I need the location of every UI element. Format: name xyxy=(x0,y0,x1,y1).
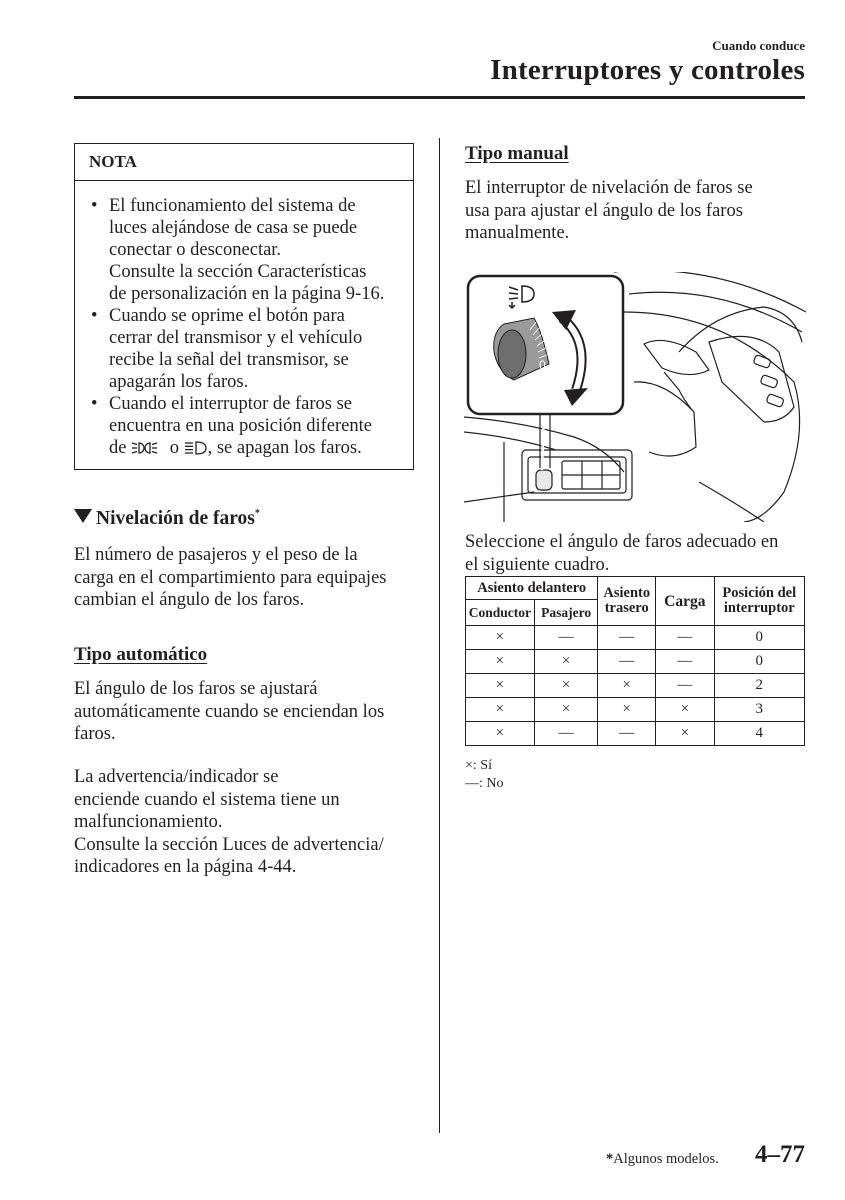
note-line: encuentra en una posición diferente xyxy=(109,416,372,436)
parking-lights-icon xyxy=(131,440,165,456)
note-box xyxy=(74,143,414,470)
text-line: manualmente. xyxy=(465,223,570,243)
header-rear-seat: Asiento trasero xyxy=(598,577,656,626)
svg-text:0: 0 xyxy=(539,358,546,372)
table-row: × × × × 3 xyxy=(466,698,805,722)
text-line: el siguiente cuadro. xyxy=(465,554,610,575)
header-rule xyxy=(74,96,805,99)
note-item xyxy=(91,393,413,459)
auto-type-heading: Tipo automático xyxy=(74,644,208,665)
triangle-marker-icon xyxy=(74,509,92,523)
note-item xyxy=(91,305,413,393)
text-line: Consulte la sección Luces de advertencia/ xyxy=(74,834,384,855)
bullet: • xyxy=(91,394,98,414)
note-line xyxy=(109,437,413,459)
table-row: × × × — 2 xyxy=(466,674,805,698)
bullet: • xyxy=(91,306,98,326)
note-line: El funcionamiento del sistema de xyxy=(109,196,356,216)
text-line: Seleccione el ángulo de faros adecuado en xyxy=(465,532,779,552)
page-title: Interruptores y controles xyxy=(490,54,805,86)
legend-no: —: No xyxy=(465,776,504,791)
model-asterisk: * xyxy=(254,508,260,519)
note-text: , se apagan los faros. xyxy=(207,438,362,458)
note-text: de xyxy=(109,438,132,458)
headlight-icon xyxy=(184,440,208,456)
text-line: El ángulo de los faros se ajustará xyxy=(74,679,318,699)
leveling-intro xyxy=(74,544,386,612)
note-line: conectar o desconectar. xyxy=(109,240,282,260)
note-line: Consulte la sección Características xyxy=(109,262,367,282)
note-line: recibe la señal del transmisor, se xyxy=(109,350,349,370)
table-row: × × — — 0 xyxy=(466,650,805,674)
manual-type-paragraph xyxy=(465,177,753,245)
text-line: automáticamente cuando se enciendan los xyxy=(74,701,385,722)
text-line: cambian el ángulo de los faros. xyxy=(74,590,305,610)
note-line: de personalización en la página 9-16. xyxy=(109,284,385,304)
header-load: Carga xyxy=(656,577,714,626)
select-angle-paragraph xyxy=(465,531,778,576)
text-line: carga en el compartimiento para equipajes xyxy=(74,567,387,588)
bullet: • xyxy=(91,196,98,216)
footer-asterisk: * xyxy=(606,1151,614,1167)
column-divider xyxy=(439,138,440,1133)
leveling-switch-illustration xyxy=(464,272,806,522)
text-line: malfuncionamiento. xyxy=(74,812,223,832)
section-label: Cuando conduce xyxy=(712,38,805,53)
note-line: Cuando se oprime el botón para xyxy=(109,306,345,326)
note-line: Cuando el interruptor de faros se xyxy=(109,394,352,414)
note-text: o xyxy=(165,438,184,458)
manual-type-heading: Tipo manual xyxy=(465,143,569,164)
table-legend xyxy=(465,757,504,793)
table-row: × — — — 0 xyxy=(466,626,805,650)
text-line: indicadores en la página 4-44. xyxy=(74,857,297,877)
footer-note xyxy=(606,1151,719,1168)
note-list xyxy=(75,195,413,459)
note-line: cerrar del transmisor y el vehículo xyxy=(109,328,363,348)
text-line: enciende cuando el sistema tiene un xyxy=(74,789,340,810)
leveling-heading-text: Nivelación de faros xyxy=(96,508,255,529)
legend-yes: ×: Sí xyxy=(465,758,492,773)
text-line: faros. xyxy=(74,724,116,744)
text-line: La advertencia/indicador se xyxy=(74,767,279,787)
leveling-heading xyxy=(74,508,260,530)
auto-type-paragraph xyxy=(74,678,384,746)
page-number: 4–77 xyxy=(755,1141,805,1168)
header-front-seat: Asiento delantero xyxy=(466,577,598,600)
text-line: El número de pasajeros y el peso de la xyxy=(74,545,358,565)
note-title: NOTA xyxy=(75,144,413,181)
text-line: usa para ajustar el ángulo de los faros xyxy=(465,200,743,221)
leveling-position-table xyxy=(465,576,805,746)
warning-paragraph xyxy=(74,766,384,879)
header-driver: Conductor xyxy=(466,600,535,626)
note-item xyxy=(91,195,413,305)
note-line: apagarán los faros. xyxy=(109,372,249,392)
header-switch-position: Posición del interruptor xyxy=(714,577,804,626)
header-passenger: Pasajero xyxy=(534,600,598,626)
footer-note-text: Algunos modelos. xyxy=(613,1151,719,1167)
text-line: El interruptor de nivelación de faros se xyxy=(465,178,753,198)
note-line: luces alejándose de casa se puede xyxy=(109,218,358,238)
table-row: × — — × 4 xyxy=(466,722,805,746)
